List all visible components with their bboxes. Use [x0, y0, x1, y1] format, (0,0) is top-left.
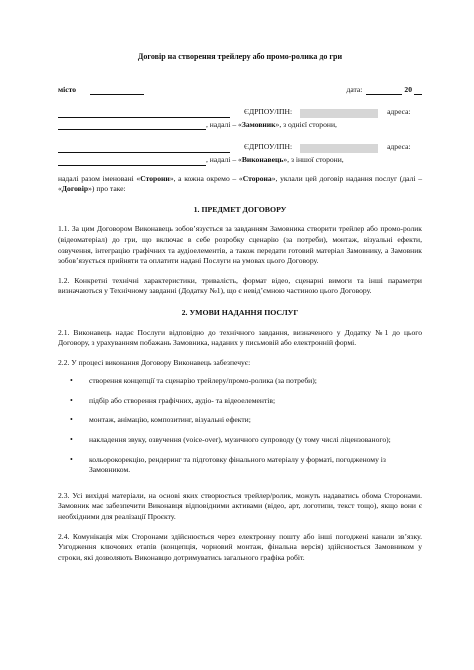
customer-line-1 — [58, 107, 422, 118]
document-title: Договір на створення трейлеру або промо-ролика до гри — [137, 52, 343, 61]
customer-name-blank[interactable] — [58, 109, 230, 118]
customer-address-label: адреса: — [387, 107, 411, 117]
list-item — [58, 435, 422, 446]
intro-bold-2: Сторона — [242, 173, 272, 183]
executor-role-suffix: », з іншої сторони, — [283, 154, 344, 164]
customer-role-prefix: , надалі – « — [206, 119, 242, 129]
executor-line-2 — [58, 155, 422, 166]
section-2-paragraph-2: 2.2. У процесі виконання Договору Виконавець забезпечує: — [58, 357, 251, 367]
year-blank[interactable] — [414, 86, 422, 95]
intro-text-2: », а кожна окремо – « — [169, 173, 243, 183]
executor-role: Виконавець — [241, 154, 284, 164]
executor-edrpou-label: ЄДРПОУ/ІПН: — [244, 142, 293, 152]
bullet-icon: • — [70, 376, 73, 386]
customer-address-blank[interactable] — [58, 121, 206, 130]
bullet-icon: • — [70, 395, 73, 405]
section-1-paragraph-2: 1.2. Конкретні технічні характеристики, тривалість, формат відео, сценарні вимоги та інші параметри визначаються у Технічному завданні (Додатку №1), що є невід’ємною частиною цього Договору. — [58, 275, 422, 296]
list-item — [58, 415, 422, 426]
bullet-icon: • — [70, 415, 73, 425]
customer-role-suffix: », з однієї сторони, — [275, 119, 337, 129]
section-2-heading: 2. УМОВИ НАДАННЯ ПОСЛУГ — [181, 307, 299, 317]
section-2-paragraph-3: 2.3. Усі вихідні матеріали, на основі яких створюється трейлер/ролик, можуть надаватись обома Сторонами. Замовник має забезпечити Виконавця відповідними активами (відео, арт, логотипи, текст тощо), якщо вони є необхідними для реалізації Проєкту. — [58, 490, 422, 522]
section-1-heading: 1. ПРЕДМЕТ ДОГОВОРУ — [193, 204, 287, 214]
intro-text-3: », уклали цей договір надання послуг (далі – « — [58, 173, 422, 194]
executor-line-1 — [58, 142, 422, 153]
list-item-text: накладення звуку, озвучення (voice-over), музичного супроводу (у тому числі ліцензованого); — [89, 435, 391, 445]
executor-edrpou-field[interactable] — [300, 144, 378, 153]
list-item-text: підбір або створення графічних, аудіо- та відеоелементів; — [89, 395, 276, 405]
date-blank[interactable] — [366, 86, 402, 95]
section-2-paragraph-1: 2.1. Виконавець надає Послуги відповідно до технічного завдання, визначеного у Додатку №1 до цього Договору, з урахуванням побажань Замовника, наданих у письмовій або електронній формі. — [58, 327, 422, 348]
executor-address-blank[interactable] — [58, 157, 206, 166]
executor-name-blank[interactable] — [58, 144, 230, 153]
year-prefix: 20 — [404, 84, 412, 94]
customer-role: Замовник — [241, 119, 276, 129]
list-item-text: створення концепції та сценарію трейлеру/промо-ролика (за потреби); — [89, 376, 317, 386]
customer-line-2 — [58, 120, 422, 131]
list-item — [58, 455, 422, 476]
list-item — [58, 396, 422, 407]
customer-edrpou-label: ЄДРПОУ/ІПН: — [244, 107, 293, 117]
executor-party — [58, 142, 422, 165]
list-item-text: кольорокорекцію, рендеринг та підготовку фінального матеріалу у форматі, погодженому із Замовником. — [89, 454, 386, 475]
executor-role-prefix: , надалі – « — [206, 154, 242, 164]
intro-bold-3: Договір — [61, 184, 89, 194]
services-list — [58, 376, 422, 476]
intro-paragraph — [58, 174, 422, 195]
intro-bold-1: Сторони — [140, 173, 170, 183]
executor-address-label: адреса: — [387, 142, 411, 152]
list-item — [58, 376, 422, 387]
city-blank[interactable] — [90, 86, 144, 95]
customer-party — [58, 107, 422, 130]
bullet-icon: • — [70, 454, 73, 464]
intro-text-1: надалі разом іменовані « — [58, 173, 141, 183]
intro-text-4: ») про таке: — [88, 184, 126, 194]
customer-edrpou-field[interactable] — [300, 109, 378, 118]
city-date-line — [58, 85, 422, 96]
date-label: дата: — [346, 84, 363, 94]
city-label: місто — [58, 84, 77, 94]
bullet-icon: • — [70, 435, 73, 445]
section-1-paragraph-1: 1.1. За цим Договором Виконавець зобов’язується за завданням Замовника створити трейлер або промо-ролик (відеоматеріал) до гри, що включає в себе розробку сценарію (за потреби), монтаж, візуальні ефекти, озвучення, інтеграцію графічних та аудіоелементів, а також передати готовий матеріал Замовнику, а Замовник зобов’язується прийняти та оплатити надані Послуги на умовах цього Договору. — [58, 224, 422, 266]
section-2-paragraph-4: 2.4. Комунікація між Сторонами здійснюється через електронну пошту або інші погоджені канали зв’язку. Узгодження ключових етапів (концепція, чорновий монтаж, фінальна версія) здійснюється Замовником у строки, які дозволяють Виконавцю дотримуватись загального графіка робіт. — [58, 531, 422, 562]
list-item-text: монтаж, анімацію, композитинг, візуальні ефекти; — [89, 415, 251, 425]
